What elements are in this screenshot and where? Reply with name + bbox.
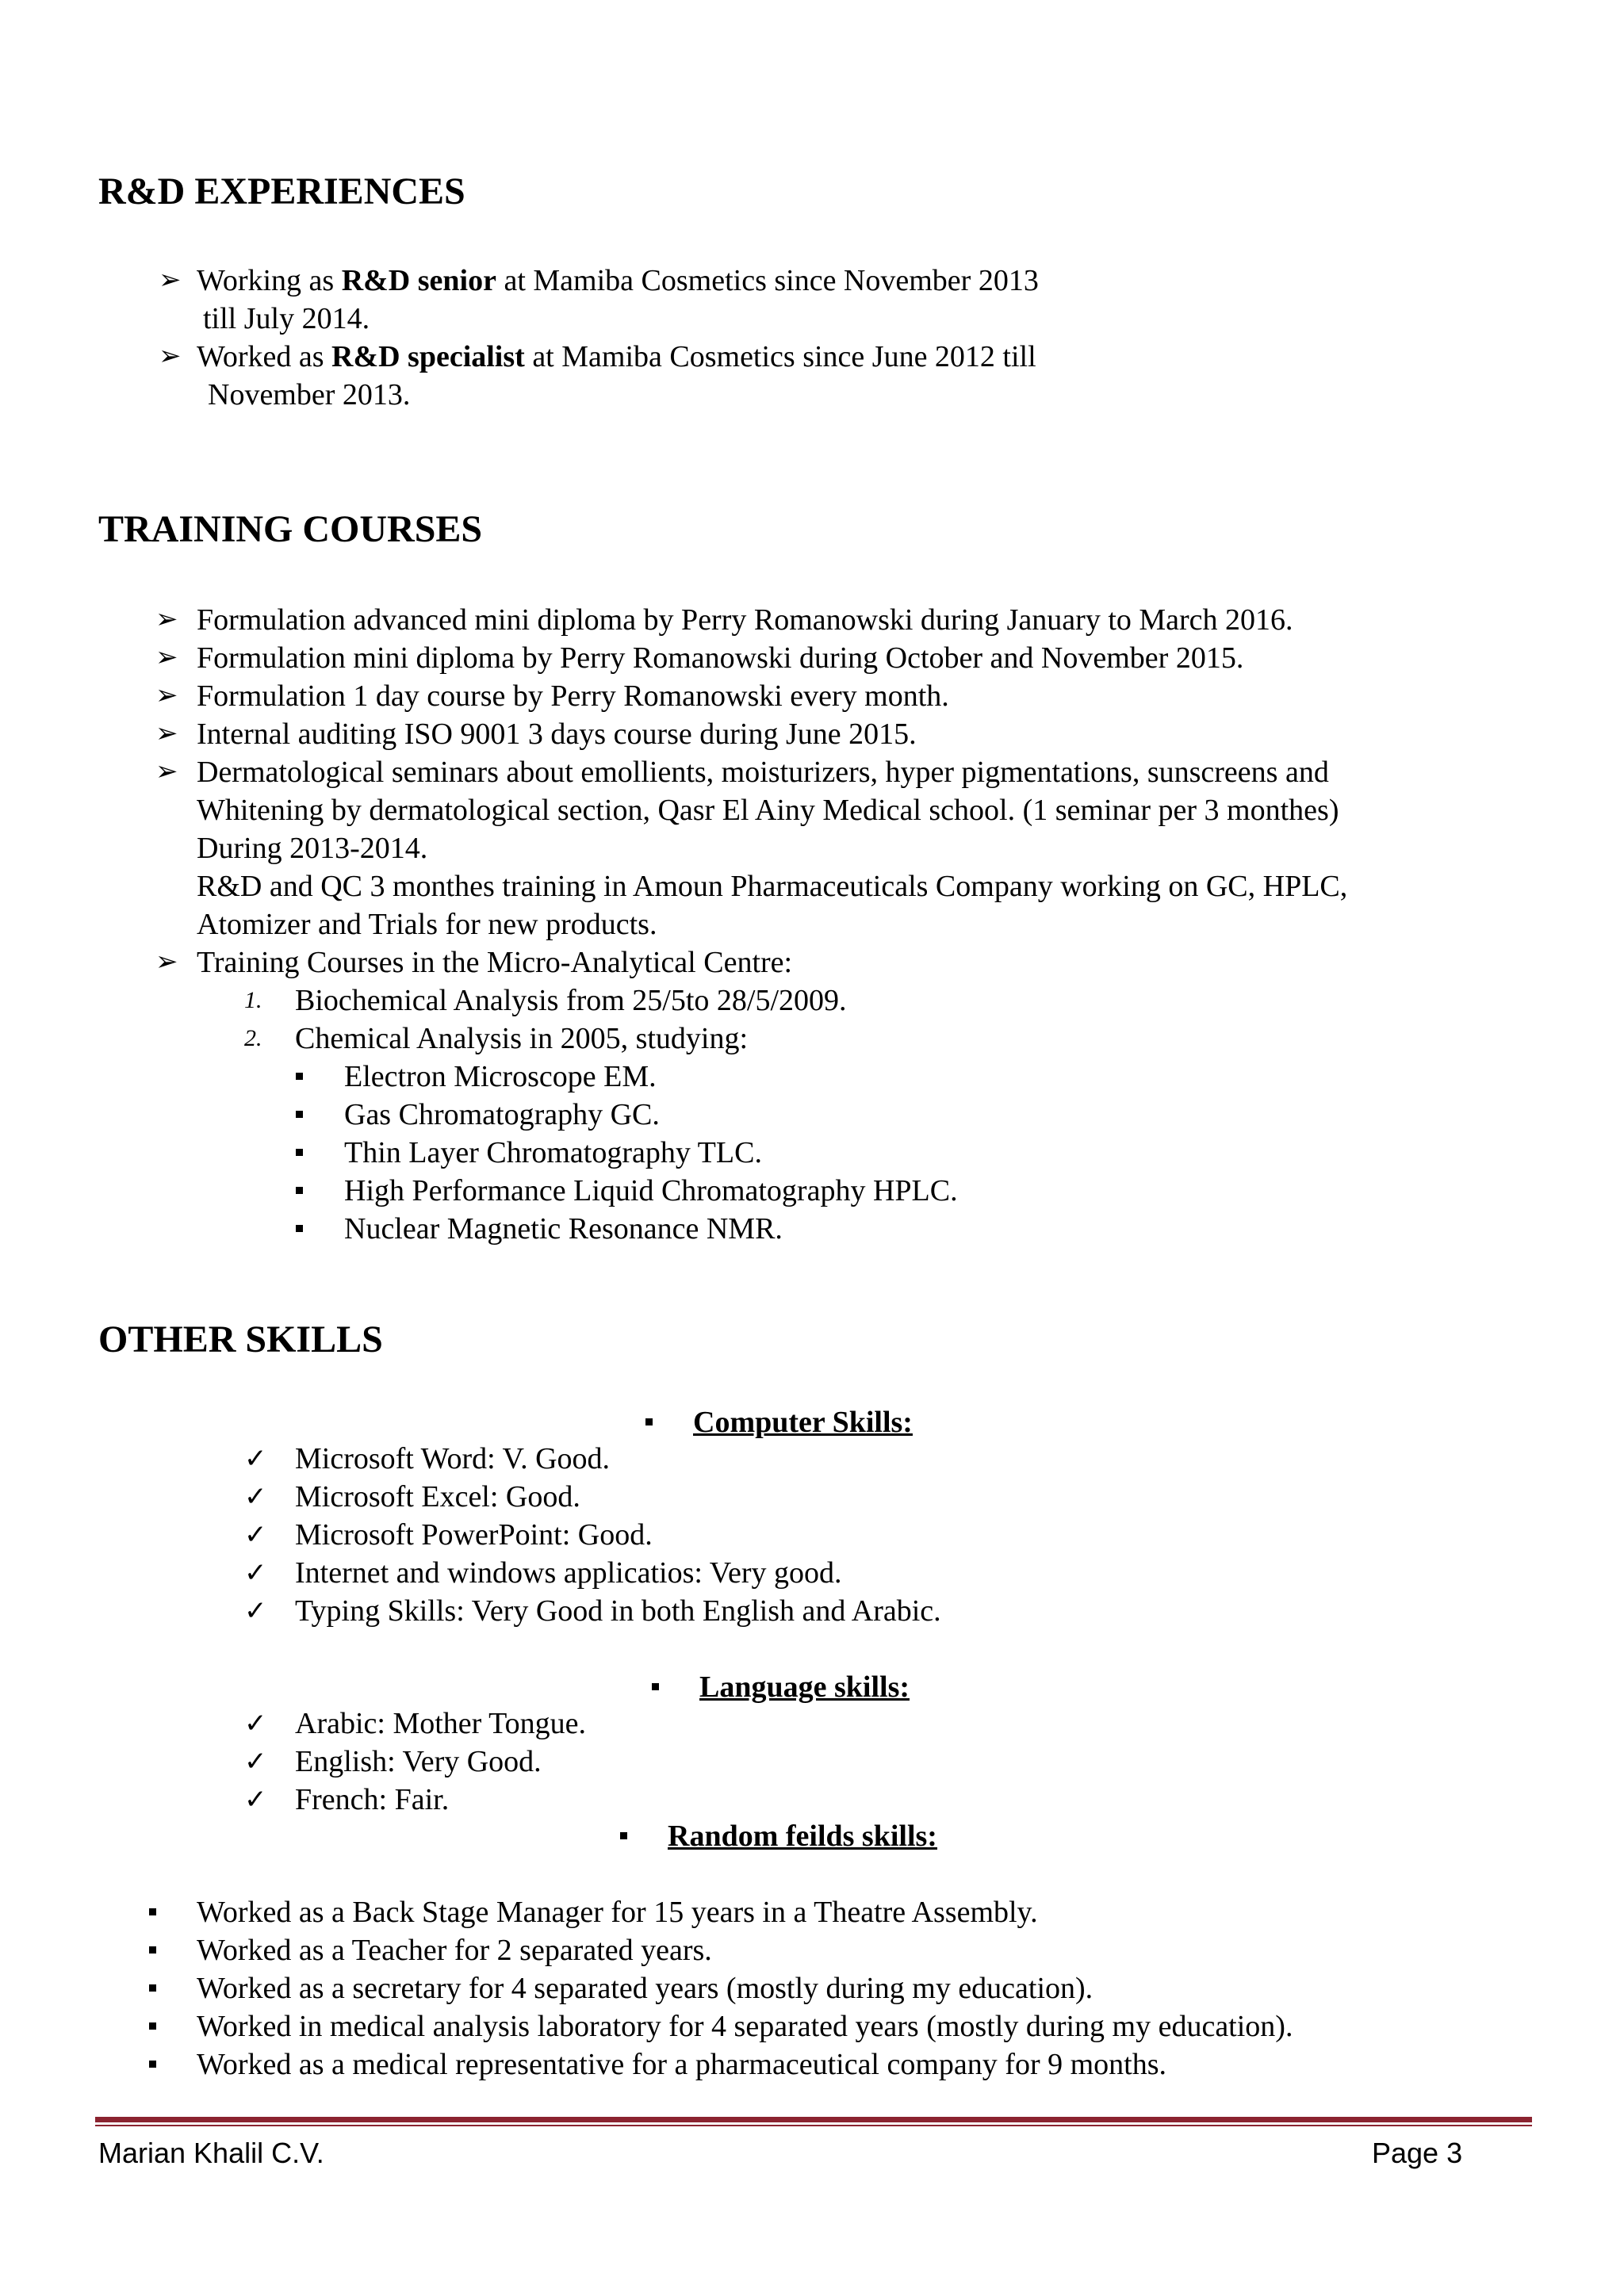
square-bullet-icon <box>296 1225 303 1232</box>
training-line-6: Whitening by dermatological section, Qasr El Ainy Medical school. (1 seminar per 3 monthes) <box>197 794 1339 827</box>
square-bullet-icon <box>149 2061 156 2068</box>
check-icon: ✓ <box>244 1481 267 1513</box>
random-skill-3: Worked as a secretary for 4 separated years (mostly during my education). <box>197 1972 1094 2005</box>
square-bullet-icon <box>620 1832 627 1839</box>
training-courses-heading: TRAINING COURSES <box>98 508 483 550</box>
numbered-item-2: Chemical Analysis in 2005, studying: <box>295 1022 749 1055</box>
square-bullet-icon <box>149 2022 156 2030</box>
study-item-4: High Performance Liquid Chromatography HPLC. <box>344 1174 958 1207</box>
footer-rule-thick <box>95 2117 1532 2122</box>
rd-item-1-role: R&D senior <box>341 264 496 297</box>
rd-item-2-pre: Worked as <box>197 340 331 373</box>
square-bullet-icon <box>149 1946 156 1954</box>
computer-skill-3: Microsoft PowerPoint: Good. <box>295 1518 653 1552</box>
footer-rule-thin <box>95 2125 1532 2126</box>
language-skills-title: Language skills: <box>699 1670 910 1704</box>
arrow-bullet-icon: ➢ <box>155 605 178 634</box>
arrow-bullet-icon: ➢ <box>155 681 178 710</box>
study-item-1: Electron Microscope EM. <box>344 1060 657 1093</box>
rd-experiences-heading: R&D EXPERIENCES <box>98 170 465 212</box>
check-icon: ✓ <box>244 1519 267 1551</box>
square-bullet-icon <box>645 1418 653 1425</box>
rd-item-1 <box>197 262 1039 300</box>
random-skills-title: Random feilds skills: <box>668 1820 937 1853</box>
footer-page-number: Page 3 <box>1372 2137 1463 2169</box>
random-skill-2: Worked as a Teacher for 2 separated years. <box>197 1934 712 1967</box>
rd-item-1-continuation: till July 2014. <box>203 302 370 335</box>
training-line-8: R&D and QC 3 monthes training in Amoun Pharmaceuticals Company working on GC, HPLC, <box>197 870 1348 903</box>
square-bullet-icon <box>296 1187 303 1194</box>
square-bullet-icon <box>296 1073 303 1080</box>
computer-skill-4: Internet and windows applicatios: Very good. <box>295 1556 842 1590</box>
arrow-bullet-icon: ➢ <box>155 643 178 672</box>
arrow-bullet-icon: ➢ <box>155 757 178 786</box>
rd-item-2-continuation: November 2013. <box>208 378 411 411</box>
square-bullet-icon <box>296 1111 303 1118</box>
list-number: 1. <box>244 987 262 1013</box>
check-icon: ✓ <box>244 1443 267 1475</box>
check-icon: ✓ <box>244 1557 267 1589</box>
arrow-bullet-icon: ➢ <box>159 266 182 295</box>
language-skill-3: French: Fair. <box>295 1783 450 1816</box>
arrow-bullet-icon: ➢ <box>155 719 178 748</box>
training-line-4: Internal auditing ISO 9001 3 days course during June 2015. <box>197 718 917 751</box>
computer-skill-5: Typing Skills: Very Good in both English and Arabic. <box>295 1594 941 1628</box>
study-item-3: Thin Layer Chromatography TLC. <box>344 1136 762 1169</box>
training-line-9: Atomizer and Trials for new products. <box>197 908 657 941</box>
square-bullet-icon <box>149 1984 156 1992</box>
arrow-bullet-icon: ➢ <box>159 342 182 371</box>
training-line-5: Dermatological seminars about emollients, moisturizers, hyper pigmentations, sunscreens and <box>197 756 1329 789</box>
study-item-2: Gas Chromatography GC. <box>344 1098 660 1131</box>
training-line-7: During 2013-2014. <box>197 832 428 865</box>
other-skills-heading: OTHER SKILLS <box>98 1318 383 1360</box>
random-skill-1: Worked as a Back Stage Manager for 15 years in a Theatre Assembly. <box>197 1896 1038 1929</box>
square-bullet-icon <box>296 1149 303 1156</box>
square-bullet-icon <box>652 1683 659 1690</box>
check-icon: ✓ <box>244 1746 267 1777</box>
check-icon: ✓ <box>244 1708 267 1739</box>
check-icon: ✓ <box>244 1784 267 1816</box>
rd-item-2-role: R&D specialist <box>331 340 525 373</box>
training-line-3: Formulation 1 day course by Perry Romanowski every month. <box>197 679 949 713</box>
training-line-10: Training Courses in the Micro-Analytical Centre: <box>197 946 793 979</box>
computer-skill-2: Microsoft Excel: Good. <box>295 1480 580 1513</box>
computer-skill-1: Microsoft Word: V. Good. <box>295 1442 611 1475</box>
language-skill-2: English: Very Good. <box>295 1745 542 1778</box>
arrow-bullet-icon: ➢ <box>155 947 178 977</box>
computer-skills-title: Computer Skills: <box>693 1406 913 1439</box>
numbered-item-1: Biochemical Analysis from 25/5to 28/5/2009. <box>295 984 847 1017</box>
training-line-2: Formulation mini diploma by Perry Romanowski during October and November 2015. <box>197 641 1244 675</box>
study-item-5: Nuclear Magnetic Resonance NMR. <box>344 1212 783 1246</box>
square-bullet-icon <box>149 1908 156 1915</box>
language-skill-1: Arabic: Mother Tongue. <box>295 1707 587 1740</box>
random-skill-4: Worked in medical analysis laboratory for 4 separated years (mostly during my education). <box>197 2010 1293 2043</box>
footer-author: Marian Khalil C.V. <box>98 2137 324 2169</box>
check-icon: ✓ <box>244 1595 267 1627</box>
list-number: 2. <box>244 1025 262 1051</box>
rd-item-1-post: at Mamiba Cosmetics since November 2013 <box>496 264 1039 297</box>
rd-item-2-post: at Mamiba Cosmetics since June 2012 till <box>524 340 1036 373</box>
random-skill-5: Worked as a medical representative for a pharmaceutical company for 9 months. <box>197 2048 1166 2081</box>
rd-item-1-pre: Working as <box>197 264 342 297</box>
rd-item-2 <box>197 338 1036 376</box>
training-line-1: Formulation advanced mini diploma by Perry Romanowski during January to March 2016. <box>197 603 1293 637</box>
